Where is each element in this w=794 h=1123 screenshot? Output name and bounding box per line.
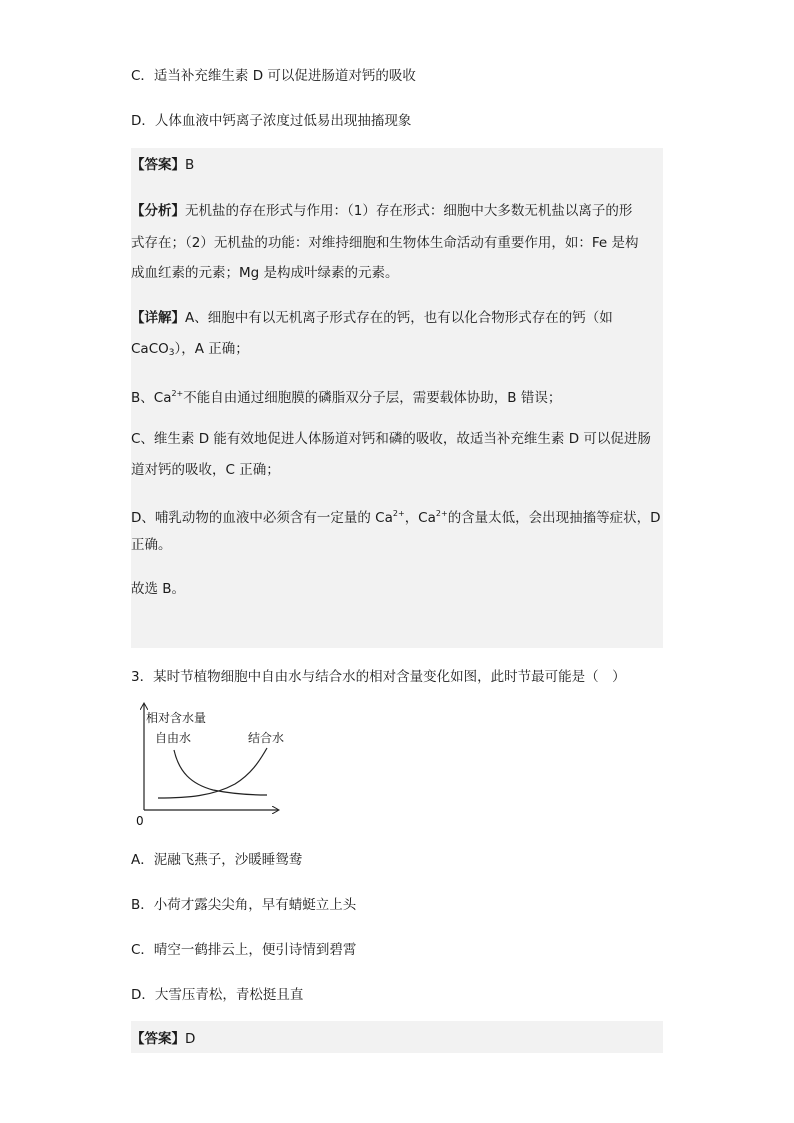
q2-detail-d-line-1 [131,505,661,527]
water-content-chart [133,702,293,826]
ion-charge: 2+ [392,509,405,518]
q2-analysis-line-1 [131,202,632,220]
q2-analysis-line-2: 式存在；（2）无机盐的功能：对维持细胞和生物体生命活动有重要作用，如：Fe 是构 [131,235,639,251]
answer-value: D [185,1031,196,1047]
answer-label: 【答案】 [131,1031,185,1047]
q2-detail-a-line-2 [131,340,249,362]
series-line-bound-water [158,748,267,798]
q3-answer [131,1030,195,1048]
detail-d-post: 的含量太低，会出现抽搐等症状，D [447,510,661,526]
detail-a-tail: ），A 正确； [174,341,249,357]
q3-option-c: C．晴空一鹤排云上，便引诗情到碧霄 [131,942,357,958]
formula-subscript: 3 [168,348,175,358]
q3-option-d: D．大雪压青松，青松挺且直 [131,987,304,1003]
q2-detail-d-line-2: 正确。 [131,537,172,553]
y-axis-label: 相对含水量 [146,711,207,725]
q2-detail-c-line-1: C、维生素 D 能有效地促进人体肠道对钙和磷的吸收，故适当补充维生素 D 可以促进肠 [131,431,651,447]
series-line-free-water [174,750,267,795]
detail-b-post: 不能自由通过细胞膜的磷脂双分子层，需要载体协助，B 错误； [183,390,562,406]
q2-detail-c-line-2: 道对钙的吸收，C 正确； [131,462,280,478]
formula-caco: CaCO [131,341,169,357]
origin-label: 0 [136,814,144,826]
q3-stem: 3．某时节植物细胞中自由水与结合水的相对含量变化如图，此时节最可能是（ ） [131,669,626,685]
q2-analysis-line-3: 成血红素的元素；Mg 是构成叶绿素的元素。 [131,265,399,281]
q2-detail-b [131,385,561,407]
ion-charge: 2+ [435,509,448,518]
series-label-bound-water: 结合水 [248,731,285,745]
detail-d-pre: D、哺乳动物的血液中必须含有一定量的 Ca [131,510,393,526]
ion-charge: 2+ [171,389,184,398]
answer-value: B [185,157,195,173]
answer-label: 【答案】 [131,157,185,173]
analysis-label: 【分析】 [131,203,185,219]
q2-conclusion: 故选 B。 [131,581,186,597]
detail-d-mid: ，Ca [404,510,436,526]
q3-answer-block [131,1021,663,1053]
q2-answer [131,156,194,174]
series-label-free-water: 自由水 [155,731,192,745]
q3-option-b: B．小荷才露尖尖角，早有蜻蜓立上头 [131,897,357,913]
q3-option-a: A．泥融飞燕子，沙暖睡鸳鸯 [131,852,303,868]
detail-label: 【详解】 [131,310,185,326]
detail-text: A、细胞中有以无机离子形式存在的钙，也有以化合物形式存在的钙（如 [185,310,613,326]
q2-detail-a-line-1 [131,309,613,327]
q2-option-c: C．适当补充维生素 D 可以促进肠道对钙的吸收 [131,68,416,84]
detail-b-pre: B、Ca [131,390,172,406]
q2-option-d: D．人体血液中钙离子浓度过低易出现抽搐现象 [131,113,412,129]
analysis-text: 无机盐的存在形式与作用：（1）存在形式：细胞中大多数无机盐以离子的形 [185,203,633,219]
